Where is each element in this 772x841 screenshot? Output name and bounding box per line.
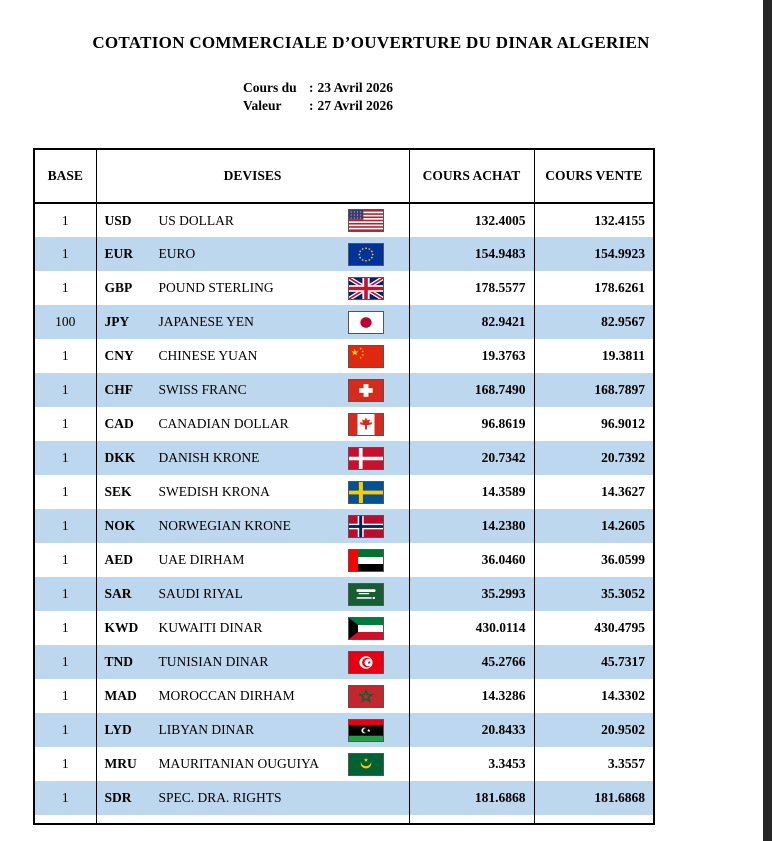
- tn-flag-icon: [348, 651, 384, 674]
- table-row: [34, 373, 654, 407]
- cours-achat-value: 82.9421: [409, 305, 534, 339]
- cours-du-line: [243, 79, 393, 97]
- currency-name: JAPANESE YEN: [158, 314, 254, 329]
- cours-vente-value: 181.6868: [534, 781, 654, 815]
- table-row: [34, 713, 654, 747]
- table-row: [34, 543, 654, 577]
- base-value: 1: [34, 577, 96, 611]
- table-row: [34, 509, 654, 543]
- base-value: 1: [34, 509, 96, 543]
- header-row: [34, 149, 654, 203]
- base-value: 1: [34, 441, 96, 475]
- screen-right-edge-bar: [763, 0, 772, 841]
- header-cours-achat: COURS ACHAT: [409, 149, 534, 203]
- table-header: [34, 149, 654, 203]
- base-value: 1: [34, 679, 96, 713]
- currency-code: CNY: [104, 348, 134, 363]
- devise-cell: [96, 577, 409, 611]
- cn-flag-icon: [348, 345, 384, 368]
- gb-flag-icon: [348, 277, 384, 300]
- header-cours-vente: COURS VENTE: [534, 149, 654, 203]
- base-value: 1: [34, 475, 96, 509]
- spacer-row: [34, 815, 654, 824]
- currency-code: AED: [104, 552, 134, 567]
- base-value: 1: [34, 645, 96, 679]
- rates-table: [33, 148, 655, 825]
- cours-vente-value: 19.3811: [534, 339, 654, 373]
- currency-name: TUNISIAN DINAR: [158, 654, 269, 669]
- base-value: 1: [34, 373, 96, 407]
- table-body: [34, 203, 654, 824]
- cours-vente-value: 20.9502: [534, 713, 654, 747]
- ly-flag-icon: [348, 719, 384, 742]
- devise-cell: [96, 747, 409, 781]
- currency-name: DANISH KRONE: [158, 450, 260, 465]
- table-row: [34, 271, 654, 305]
- currency-code: CHF: [104, 382, 133, 397]
- table-row: [34, 407, 654, 441]
- base-value: 1: [34, 203, 96, 237]
- currency-name: SAUDI RIYAL: [158, 586, 243, 601]
- currency-code: CAD: [104, 416, 134, 431]
- cours-achat-value: 430.0114: [409, 611, 534, 645]
- currency-name: NORWEGIAN KRONE: [158, 518, 291, 533]
- base-value: 100: [34, 305, 96, 339]
- cours-vente-value: 132.4155: [534, 203, 654, 237]
- colon: :: [309, 98, 314, 113]
- dk-flag-icon: [348, 447, 384, 470]
- currency-code: LYD: [104, 722, 132, 737]
- currency-code: MAD: [104, 688, 137, 703]
- cours-achat-value: 20.7342: [409, 441, 534, 475]
- cours-vente-value: 3.3557: [534, 747, 654, 781]
- currency-name: MAURITANIAN OUGUIYA: [158, 756, 320, 771]
- cours-vente-value: 430.4795: [534, 611, 654, 645]
- currency-name: SWEDISH KRONA: [158, 484, 270, 499]
- currency-code: SAR: [104, 586, 132, 601]
- table-row: [34, 441, 654, 475]
- valeur-line: [243, 97, 393, 115]
- cours-vente-value: 14.3627: [534, 475, 654, 509]
- table-row: [34, 577, 654, 611]
- devise-cell: [96, 543, 409, 577]
- cours-vente-value: 45.7317: [534, 645, 654, 679]
- currency-code: TND: [104, 654, 134, 669]
- cours-vente-value: 168.7897: [534, 373, 654, 407]
- currency-code: SDR: [104, 790, 132, 805]
- currency-name: SWISS FRANC: [158, 382, 247, 397]
- base-value: 1: [34, 747, 96, 781]
- table-row: [34, 305, 654, 339]
- devise-cell: [96, 645, 409, 679]
- table-row: [34, 645, 654, 679]
- devise-cell: [96, 373, 409, 407]
- cours-vente-value: 20.7392: [534, 441, 654, 475]
- table-row: [34, 237, 654, 271]
- table-row: [34, 203, 654, 237]
- ma-flag-icon: [348, 685, 384, 708]
- currency-name: POUND STERLING: [158, 280, 274, 295]
- devise-cell: [96, 611, 409, 645]
- valeur-label: Valeur: [243, 98, 282, 113]
- devise-cell: [96, 713, 409, 747]
- table-row: [34, 475, 654, 509]
- ae-flag-icon: [348, 549, 384, 572]
- currency-code: SEK: [104, 484, 132, 499]
- devise-cell: [96, 203, 409, 237]
- cours-achat-value: 20.8433: [409, 713, 534, 747]
- cours-achat-value: 96.8619: [409, 407, 534, 441]
- cours-vente-value: 35.3052: [534, 577, 654, 611]
- currency-code: MRU: [104, 756, 137, 771]
- devise-cell: [96, 475, 409, 509]
- kw-flag-icon: [348, 617, 384, 640]
- base-value: 1: [34, 339, 96, 373]
- currency-code: NOK: [104, 518, 136, 533]
- header-devises: DEVISES: [96, 149, 409, 203]
- mr-flag-icon: [348, 753, 384, 776]
- cours-vente-value: 14.2605: [534, 509, 654, 543]
- cours-vente-value: 14.3302: [534, 679, 654, 713]
- devise-cell: [96, 407, 409, 441]
- ca-flag-icon: [348, 413, 384, 436]
- cours-achat-value: 178.5577: [409, 271, 534, 305]
- table-row: [34, 339, 654, 373]
- currency-code: GBP: [104, 280, 133, 295]
- cours-achat-value: 168.7490: [409, 373, 534, 407]
- devise-cell: [96, 441, 409, 475]
- currency-name: UAE DIRHAM: [158, 552, 245, 567]
- table-row: [34, 679, 654, 713]
- cours-achat-value: 45.2766: [409, 645, 534, 679]
- table-row: [34, 611, 654, 645]
- currency-code: USD: [104, 212, 132, 228]
- base-value: 1: [34, 237, 96, 271]
- currency-name: KUWAITI DINAR: [158, 620, 263, 635]
- currency-name: CANADIAN DOLLAR: [158, 416, 289, 431]
- us-flag-icon: [348, 209, 384, 232]
- eu-flag-icon: [348, 243, 384, 266]
- currency-code: JPY: [104, 314, 130, 329]
- cours-achat-value: 35.2993: [409, 577, 534, 611]
- base-value: 1: [34, 713, 96, 747]
- cours-achat-value: 132.4005: [409, 203, 534, 237]
- currency-name: US DOLLAR: [158, 212, 234, 228]
- cours-achat-value: 14.3286: [409, 679, 534, 713]
- base-value: 1: [34, 543, 96, 577]
- devise-cell: [96, 237, 409, 271]
- cours-du-label: Cours du: [243, 80, 297, 95]
- ch-flag-icon: [348, 379, 384, 402]
- valeur-value: 27 Avril 2026: [317, 98, 393, 113]
- cours-vente-value: 36.0599: [534, 543, 654, 577]
- devise-cell: [96, 339, 409, 373]
- cours-vente-value: 96.9012: [534, 407, 654, 441]
- currency-code: DKK: [104, 450, 136, 465]
- table-row: [34, 747, 654, 781]
- devise-cell: [96, 509, 409, 543]
- colon: :: [309, 80, 314, 95]
- cours-achat-value: 154.9483: [409, 237, 534, 271]
- cours-achat-value: 14.2380: [409, 509, 534, 543]
- currency-name: EURO: [158, 246, 196, 261]
- header-base: BASE: [34, 149, 96, 203]
- cours-vente-value: 154.9923: [534, 237, 654, 271]
- sa-flag-icon: [348, 583, 384, 606]
- date-block: [243, 79, 393, 115]
- devise-cell: [96, 679, 409, 713]
- currency-name: CHINESE YUAN: [158, 348, 258, 363]
- base-value: 1: [34, 781, 96, 815]
- base-value: 1: [34, 611, 96, 645]
- no-flag-icon: [348, 515, 384, 538]
- page-title: COTATION COMMERCIALE D’OUVERTURE DU DINAR ALGERIEN: [92, 33, 650, 52]
- base-value: 1: [34, 407, 96, 441]
- cours-achat-value: 36.0460: [409, 543, 534, 577]
- jp-flag-icon: [348, 311, 384, 334]
- devise-cell: [96, 781, 409, 815]
- cours-achat-value: 19.3763: [409, 339, 534, 373]
- table-row: [34, 781, 654, 815]
- devise-cell: [96, 271, 409, 305]
- currency-name: LIBYAN DINAR: [158, 722, 255, 737]
- cours-du-value: 23 Avril 2026: [317, 80, 393, 95]
- currency-code: KWD: [104, 620, 139, 635]
- currency-name: SPEC. DRA. RIGHTS: [158, 790, 282, 805]
- devise-cell: [96, 305, 409, 339]
- cours-achat-value: 14.3589: [409, 475, 534, 509]
- cours-achat-value: 3.3453: [409, 747, 534, 781]
- cours-achat-value: 181.6868: [409, 781, 534, 815]
- currency-name: MOROCCAN DIRHAM: [158, 688, 295, 703]
- se-flag-icon: [348, 481, 384, 504]
- cours-vente-value: 82.9567: [534, 305, 654, 339]
- currency-code: EUR: [104, 246, 134, 261]
- base-value: 1: [34, 271, 96, 305]
- cours-vente-value: 178.6261: [534, 271, 654, 305]
